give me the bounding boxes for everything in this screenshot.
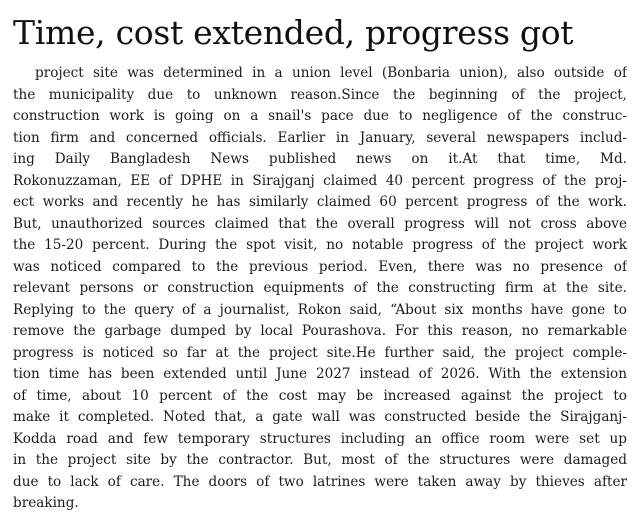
body-line: project site was determined in a union level (Bonbaria union), also outside of [35, 65, 627, 81]
body-line: progress is noticed so far at the project site.He further said, the project comple- [13, 344, 627, 361]
body-line: of time, about 10 percent of the cost may be increased against the project to [13, 387, 627, 404]
body-line: ect works and recently he has similarly claimed 60 percent progress of the work. [13, 194, 627, 210]
body-line: breaking. [13, 495, 79, 511]
body-line: Kodda road and few temporary structures including an office room were set up [13, 430, 627, 447]
body-line: Replying to the query of a journalist, Rokon said, “About six months have gone to [13, 301, 627, 318]
body-line: in the project site by the contractor. But, most of the structures were damaged [13, 452, 627, 468]
body-line: the 15-20 percent. During the spot visit, no notable progress of the project work [13, 237, 627, 253]
body-line: But, unauthorized sources claimed that the overall progress will not cross above [13, 215, 627, 232]
body-line: was noticed compared to the previous period. Even, there was no presence of [13, 258, 627, 275]
body-line: remove the garbage dumped by local Pourashova. For this reason, no remarkable [13, 323, 627, 339]
body-line: due to lack of care. The doors of two latrines were taken away by thieves after [13, 473, 627, 490]
body-line: relevant persons or construction equipments of the constructing firm at the site. [13, 280, 627, 296]
body-line: tion firm and concerned officials. Earlier in January, several newspapers includ- [13, 129, 627, 146]
body-line: tion time has been extended until June 2027 instead of 2026. With the extension [13, 366, 627, 382]
body-line: the municipality due to unknown reason.Since the beginning of the project, [13, 86, 627, 103]
body-line: construction work is going on a snail's pace due to negligence of the construc- [13, 108, 627, 124]
headline: Time, cost extended, progress got [13, 13, 574, 52]
body-line: make it completed. Noted that, a gate wall was constructed beside the Sirajganj- [13, 409, 627, 425]
article-body [13, 63, 627, 515]
body-line: ing Daily Bangladesh News published news on it.At that time, Md. [13, 151, 627, 167]
body-line: Rokonuzzaman, EE of DPHE in Sirajganj claimed 40 percent progress of the proj- [13, 172, 627, 189]
